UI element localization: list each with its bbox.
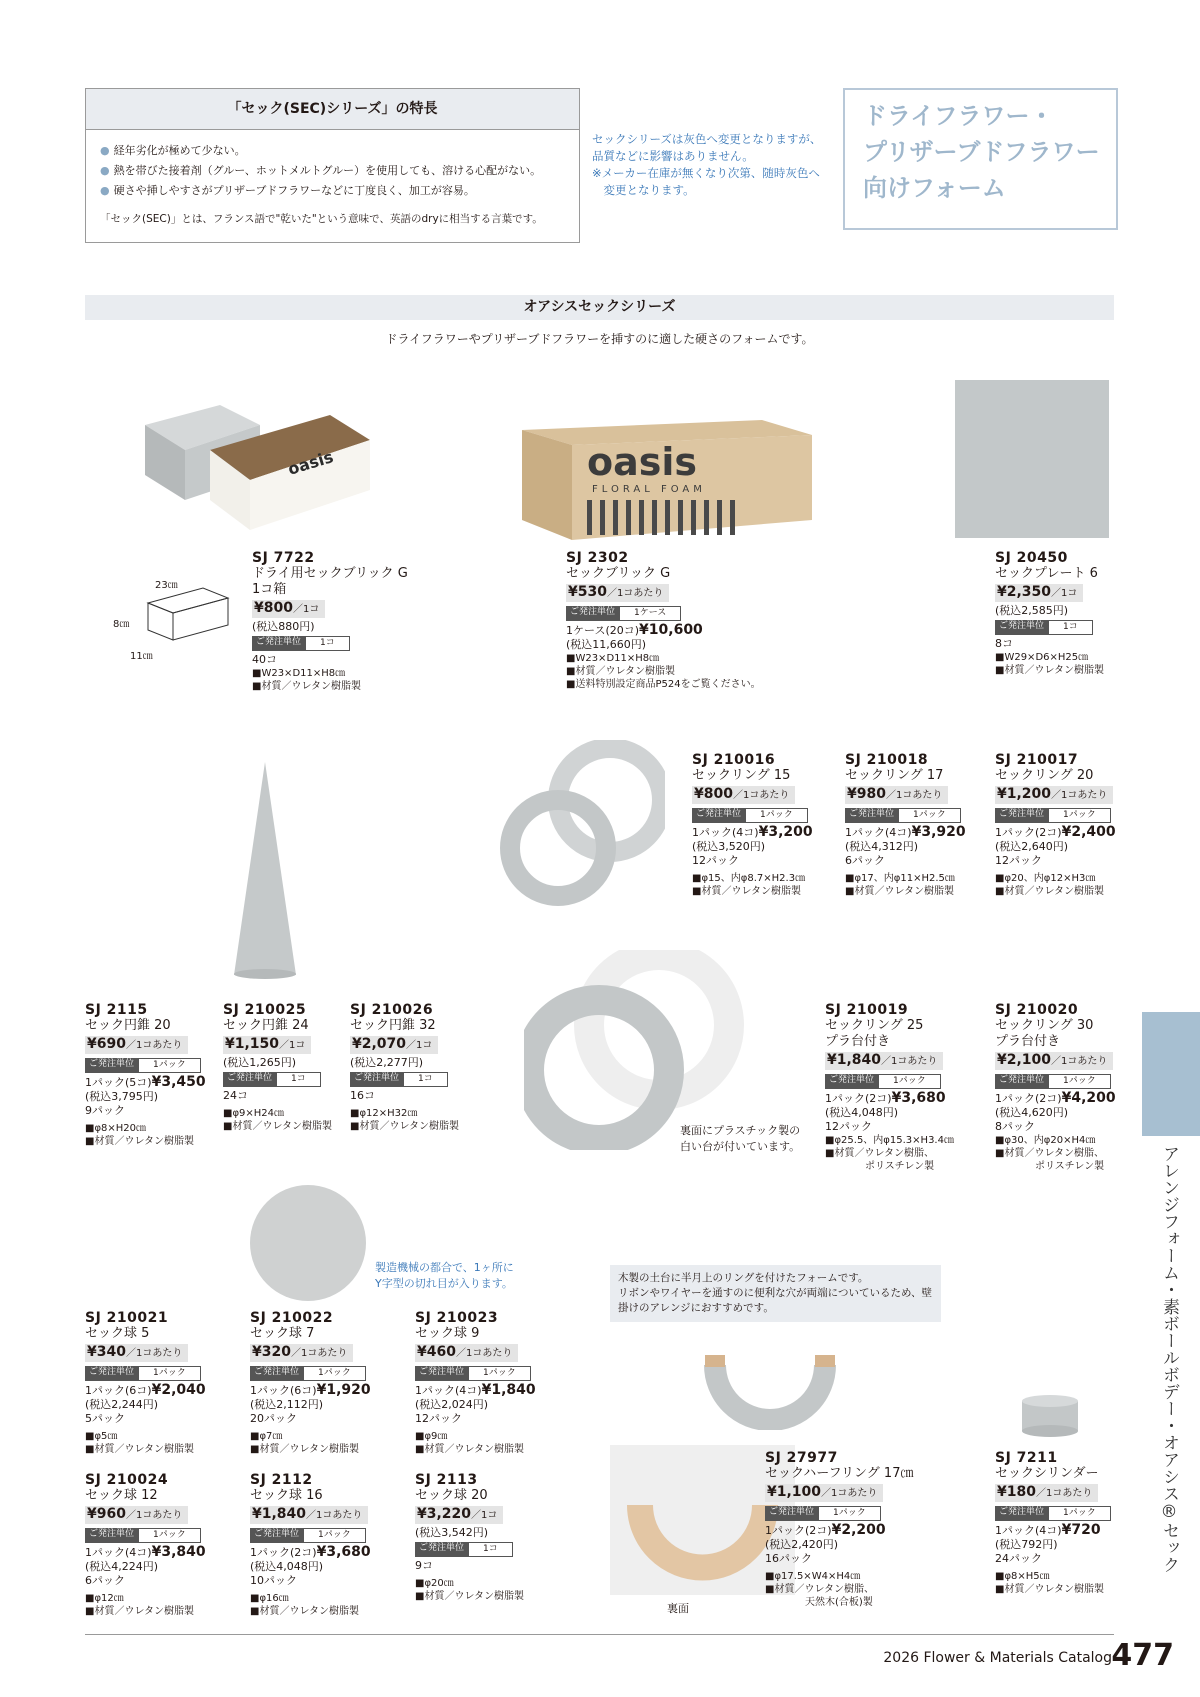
- case-qty: 40コ: [252, 653, 277, 666]
- order-unit: ご発注単位 1コ: [223, 1072, 332, 1087]
- product-price: ¥320／1コあたり: [250, 1344, 353, 1362]
- order-unit: ご発注単位 1パック: [825, 1074, 954, 1089]
- pack-price: 1パック(2コ)¥4,200: [995, 1090, 1116, 1106]
- pack-price: 1パック(6コ)¥2,040: [85, 1382, 206, 1398]
- rings-image: [500, 740, 665, 910]
- product-sj2115: [85, 1002, 206, 1148]
- pack-price: 1パック(4コ)¥1,840: [415, 1382, 536, 1398]
- order-unit: ご発注単位 1パック: [692, 808, 813, 823]
- product-price: ¥980／1コあたり: [845, 786, 948, 804]
- spec-line: ■材質／ウレタン樹脂製: [566, 666, 676, 677]
- product-sj20450: [995, 550, 1104, 677]
- spec-line: ■φ20、内φ12×H3㎝: [995, 873, 1096, 884]
- case-qty: 24コ: [223, 1089, 248, 1102]
- case-qty: 8パック: [995, 1120, 1035, 1133]
- product-code: SJ 7722: [252, 550, 315, 566]
- spec-line: ■φ17.5×W4×H4㎝: [765, 1571, 861, 1582]
- product-name: セック球 9: [415, 1326, 480, 1341]
- spec-line: ■材質／ウレタン樹脂製: [85, 1606, 195, 1617]
- product-code: SJ 210025: [223, 1002, 307, 1018]
- product-price: ¥2,070／1コ: [350, 1036, 438, 1054]
- spec-line: ■送料特別設定商品P524をご覧ください。: [566, 679, 761, 690]
- order-unit: ご発注単位 1パック: [995, 1074, 1116, 1089]
- spec-line: ■材質／ウレタン樹脂製: [250, 1606, 360, 1617]
- half-ring-note: 木製の土台に半月上のリングを付けたフォームです。 リボンやワイヤーを通すのに便利な穴が両端についているため、壁掛けのアレンジにおすすめです。: [610, 1265, 941, 1322]
- spec-line: ■φ15、内φ8.7×H2.3㎝: [692, 873, 806, 884]
- spec-line: 天然木(合板)製: [765, 1597, 873, 1608]
- cylinder-image: [1020, 1393, 1080, 1438]
- tax-price: (税込1,265円): [223, 1056, 297, 1069]
- order-unit: ご発注単位 1ケース: [566, 606, 761, 621]
- product-code: SJ 2112: [250, 1472, 313, 1488]
- case-qty: 12パック: [825, 1120, 872, 1133]
- product-code: SJ 7211: [995, 1450, 1058, 1466]
- box-logo: oasis: [285, 447, 336, 479]
- tax-price: (税込4,620円): [995, 1106, 1069, 1119]
- spec-line: ■φ16㎝: [250, 1593, 289, 1604]
- order-unit: ご発注単位 1パック: [250, 1366, 371, 1381]
- product-name: セックリング 20: [995, 768, 1094, 783]
- sphere-image: [250, 1185, 366, 1301]
- tax-price: (税込2,585円): [995, 604, 1069, 617]
- category-line: 向けフォーム: [863, 174, 1006, 202]
- spec-line: ■φ8×H20㎝: [85, 1123, 147, 1134]
- spec-line: ポリスチレン製: [995, 1161, 1105, 1172]
- product-name: セック球 20: [415, 1488, 488, 1503]
- product-name: セックリング 25: [825, 1018, 924, 1033]
- tax-price: (税込2,640円): [995, 840, 1069, 853]
- spec-line: ■W29×D6×H25㎝: [995, 652, 1089, 663]
- brick-with-box-image: [140, 395, 375, 545]
- pack-price: 1パック(5コ)¥3,450: [85, 1074, 206, 1090]
- product-sj210017: [995, 752, 1116, 898]
- features-note: 「セック(SEC)」とは、フランス語で"乾いた"という意味で、英語のdryに相当する言葉です。: [100, 213, 543, 225]
- features-box: [85, 88, 580, 243]
- order-unit: ご発注単位 1パック: [765, 1506, 913, 1521]
- product-sj210020: [995, 1002, 1116, 1173]
- case-qty: 10パック: [250, 1574, 297, 1587]
- pack-price: 1パック(2コ)¥3,680: [825, 1090, 946, 1106]
- spec-line: ■材質／ウレタン樹脂製: [995, 886, 1105, 897]
- product-code: SJ 2302: [566, 550, 629, 566]
- product-price: ¥340／1コあたり: [85, 1344, 188, 1362]
- product-code: SJ 210018: [845, 752, 929, 768]
- features-title: 「セック(SEC)シリーズ」の特長: [86, 89, 579, 130]
- case-qty: 6パック: [845, 854, 885, 867]
- spec-line: ■φ20㎝: [415, 1578, 454, 1589]
- product-name: セック円錐 20: [85, 1018, 171, 1033]
- dim-depth: 11㎝: [130, 651, 153, 662]
- product-price: ¥800／1コ: [252, 600, 325, 618]
- spec-line: ■φ7㎝: [250, 1431, 283, 1442]
- product-name: セック円錐 32: [350, 1018, 436, 1033]
- features-list: [100, 141, 541, 201]
- spec-line: ■φ12㎝: [85, 1593, 124, 1604]
- product-name: ドライ用セックブリック G: [252, 566, 408, 581]
- category-line: プリザーブドフラワー: [863, 138, 1100, 166]
- spec-line: ■材質／ウレタン樹脂、: [765, 1584, 875, 1595]
- spec-line: ■W23×D11×H8㎝: [566, 653, 660, 664]
- product-sj210019: [825, 1002, 954, 1173]
- spec-line: ■材質／ウレタン樹脂製: [692, 886, 802, 897]
- footer-rule: [85, 1634, 1114, 1635]
- catalog-footer: 2026 Flower & Materials Catalog: [883, 1650, 1112, 1666]
- pack-price: 1パック(6コ)¥1,920: [250, 1382, 371, 1398]
- product-code: SJ 2115: [85, 1002, 148, 1018]
- spec-line: ■材質／ウレタン樹脂製: [250, 1444, 360, 1455]
- feature-item: ● 硬さや挿しやすさがプリザーブドフラワーなどに丁度良く、加工が容易。: [100, 184, 475, 197]
- plastic-base-note: 裏面にプラスチック製の 白い台が付いています。: [680, 1124, 801, 1153]
- tax-price: (税込4,048円): [825, 1106, 899, 1119]
- product-name: セック円錐 24: [223, 1018, 309, 1033]
- order-unit: ご発注単位 1パック: [85, 1058, 206, 1073]
- spec-line: ポリスチレン製: [825, 1161, 935, 1172]
- product-sj210026: [350, 1002, 459, 1133]
- product-code: SJ 210017: [995, 752, 1079, 768]
- product-sj210024: [85, 1472, 206, 1618]
- pack-price: 1パック(4コ)¥3,840: [85, 1544, 206, 1560]
- pack-price: 1ケース(20コ)¥10,600: [566, 622, 703, 638]
- order-unit: ご発注単位 1コ: [415, 1542, 524, 1557]
- product-code: SJ 20450: [995, 550, 1068, 566]
- product-code: SJ 210020: [995, 1002, 1079, 1018]
- tax-price: (税込3,542円): [415, 1526, 489, 1539]
- tax-price: (税込4,312円): [845, 840, 919, 853]
- product-code: SJ 210022: [250, 1310, 334, 1326]
- tax-price: (税込880円): [252, 620, 315, 633]
- half-ring-image: [700, 1335, 840, 1430]
- product-sj2302: [566, 550, 761, 691]
- order-unit: ご発注単位 1コ: [252, 636, 408, 651]
- product-sj2112: [250, 1472, 371, 1618]
- plate-image: [955, 380, 1109, 538]
- category-box: [843, 88, 1118, 230]
- spec-line: ■φ17、内φ11×H2.5㎝: [845, 873, 955, 884]
- product-sj27977: [765, 1450, 913, 1609]
- product-name: セックプレート 6: [995, 566, 1098, 581]
- product-price: ¥3,220／1コ: [415, 1506, 503, 1524]
- case-qty: 9パック: [85, 1104, 125, 1117]
- tax-price: (税込4,224円): [85, 1560, 159, 1573]
- spec-line: ■φ9×H24㎝: [223, 1108, 285, 1119]
- product-code: SJ 210024: [85, 1472, 169, 1488]
- product-sj2113: [415, 1472, 524, 1603]
- case-qty: 12パック: [415, 1412, 462, 1425]
- product-price: ¥1,840／1コあたり: [250, 1506, 368, 1524]
- product-name: プラ台付き: [825, 1034, 891, 1049]
- product-code: SJ 210023: [415, 1310, 499, 1326]
- tax-price: (税込3,520円): [692, 840, 766, 853]
- product-code: SJ 210021: [85, 1310, 169, 1326]
- product-price: ¥2,350／1コ: [995, 584, 1083, 602]
- product-name: セック球 5: [85, 1326, 150, 1341]
- product-code: SJ 210019: [825, 1002, 909, 1018]
- order-unit: ご発注単位 1パック: [85, 1528, 206, 1543]
- spec-line: ■φ30、内φ20×H4㎝: [995, 1135, 1096, 1146]
- dim-height: 8㎝: [113, 619, 130, 630]
- product-price: ¥2,100／1コあたり: [995, 1052, 1113, 1070]
- case-qty: 20パック: [250, 1412, 297, 1425]
- page-number: 477: [1111, 1638, 1174, 1673]
- tax-price: (税込2,024円): [415, 1398, 489, 1411]
- order-unit: ご発注単位 1パック: [415, 1366, 536, 1381]
- product-sj210023: [415, 1310, 536, 1456]
- product-name: セック球 16: [250, 1488, 323, 1503]
- order-unit: ご発注単位 1パック: [995, 1506, 1111, 1521]
- product-sj7722: [252, 550, 408, 693]
- category-line: ドライフラワー・: [863, 102, 1054, 130]
- case-qty: 8コ: [995, 637, 1013, 650]
- product-price: ¥960／1コあたり: [85, 1506, 188, 1524]
- spec-line: ■φ9㎝: [415, 1431, 448, 1442]
- pack-price: 1パック(2コ)¥2,400: [995, 824, 1116, 840]
- order-unit: ご発注単位 1コ: [350, 1072, 459, 1087]
- feature-item: ● 熱を帯びた接着剤（グルー、ホットメルトグルー）を使用しても、溶ける心配がない。: [100, 164, 542, 177]
- spec-line: ■φ25.5、内φ15.3×H3.4㎝: [825, 1135, 954, 1146]
- tax-price: (税込2,420円): [765, 1538, 839, 1551]
- spec-line: ■φ12×H32㎝: [350, 1108, 418, 1119]
- product-code: SJ 210026: [350, 1002, 434, 1018]
- series-title: オアシスセックシリーズ: [85, 295, 1114, 320]
- product-code: SJ 2113: [415, 1472, 478, 1488]
- case-qty: 12パック: [995, 854, 1042, 867]
- product-sj210022: [250, 1310, 371, 1456]
- tax-price: (税込2,112円): [250, 1398, 324, 1411]
- pack-price: 1パック(2コ)¥2,200: [765, 1522, 886, 1538]
- color-change-note: セックシリーズは灰色へ変更となりますが、 品質などに影響はありません。 ※メーカー在庫が無くなり次第、随時灰色へ 変更となります。: [592, 132, 822, 197]
- ring-with-base-image: [524, 950, 744, 1150]
- product-price: ¥800／1コあたり: [692, 786, 795, 804]
- order-unit: ご発注単位 1パック: [995, 808, 1116, 823]
- sphere-cut-note: 製造機械の都合で、1ヶ所に Y字型の切れ目が入ります。: [375, 1261, 514, 1290]
- product-price: ¥460／1コあたり: [415, 1344, 518, 1362]
- back-label: 裏面: [667, 1602, 689, 1615]
- product-price: ¥1,200／1コあたり: [995, 786, 1113, 804]
- pack-price: 1パック(2コ)¥3,680: [250, 1544, 371, 1560]
- dim-width: 23㎝: [155, 580, 178, 591]
- product-price: ¥180／1コあたり: [995, 1484, 1098, 1502]
- order-unit: ご発注単位 1パック: [85, 1366, 206, 1381]
- product-price: ¥530／1コあたり: [566, 584, 669, 602]
- product-name: セックリング 17: [845, 768, 944, 783]
- product-sj210021: [85, 1310, 206, 1456]
- spec-line: ■材質／ウレタン樹脂製: [415, 1591, 525, 1602]
- product-name: セックリング 15: [692, 768, 791, 783]
- product-name: プラ台付き: [995, 1034, 1061, 1049]
- order-unit: ご発注単位 1パック: [250, 1528, 371, 1543]
- product-name: セックブリック G: [566, 566, 671, 581]
- case-logo: oasis: [587, 440, 698, 484]
- cardboard-case-image: [522, 420, 814, 542]
- spec-line: ■材質／ウレタン樹脂、: [995, 1148, 1105, 1159]
- spec-line: ■材質／ウレタン樹脂製: [350, 1121, 460, 1132]
- order-unit: ご発注単位 1コ: [995, 620, 1104, 635]
- product-code: SJ 210016: [692, 752, 776, 768]
- tax-price: (税込2,277円): [350, 1056, 424, 1069]
- product-code: SJ 27977: [765, 1450, 838, 1466]
- case-qty: 6パック: [85, 1574, 125, 1587]
- tax-price: (税込2,244円): [85, 1398, 159, 1411]
- case-qty: 5パック: [85, 1412, 125, 1425]
- product-name: セックハーフリング 17㎝: [765, 1466, 914, 1481]
- product-sj210025: [223, 1002, 332, 1133]
- product-price: ¥690／1コあたり: [85, 1036, 188, 1054]
- spec-line: ■材質／ウレタン樹脂、: [825, 1148, 935, 1159]
- spec-line: ■材質／ウレタン樹脂製: [252, 681, 362, 692]
- case-qty: 9コ: [415, 1559, 433, 1572]
- tax-price: (税込4,048円): [250, 1560, 324, 1573]
- section-label: アレンジフォーム・素ボールボデー・オアシス®セック: [1159, 1145, 1179, 1573]
- spec-line: ■W23×D11×H8㎝: [252, 668, 346, 679]
- spec-line: ■材質／ウレタン樹脂製: [415, 1444, 525, 1455]
- cone-image: [230, 760, 310, 980]
- case-qty: 16コ: [350, 1089, 375, 1102]
- product-name: 1コ箱: [252, 582, 287, 597]
- section-tab: [1142, 1012, 1200, 1136]
- pack-price: 1パック(4コ)¥720: [995, 1522, 1101, 1538]
- order-unit: ご発注単位 1パック: [845, 808, 966, 823]
- product-price: ¥1,150／1コ: [223, 1036, 311, 1054]
- case-logo-sub: FLORAL FOAM: [592, 484, 706, 495]
- product-name: セック球 7: [250, 1326, 315, 1341]
- series-subtitle: ドライフラワーやプリザーブドフラワーを挿すのに適した硬さのフォームです。: [385, 332, 814, 346]
- spec-line: ■材質／ウレタン樹脂製: [845, 886, 955, 897]
- tax-price: (税込11,660円): [566, 638, 647, 651]
- case-qty: 12パック: [692, 854, 739, 867]
- product-name: セック球 12: [85, 1488, 158, 1503]
- tax-price: (税込792円): [995, 1538, 1058, 1551]
- spec-line: ■φ8×H5㎝: [995, 1571, 1050, 1582]
- spec-line: ■材質／ウレタン樹脂製: [223, 1121, 333, 1132]
- pack-price: 1パック(4コ)¥3,920: [845, 824, 966, 840]
- feature-item: ● 経年劣化が極めて少ない。: [100, 144, 246, 157]
- pack-price: 1パック(4コ)¥3,200: [692, 824, 813, 840]
- spec-line: ■φ5㎝: [85, 1431, 118, 1442]
- product-price: ¥1,840／1コあたり: [825, 1052, 943, 1070]
- product-sj210018: [845, 752, 966, 898]
- product-name: セックシリンダー: [995, 1466, 1099, 1481]
- spec-line: ■材質／ウレタン樹脂製: [995, 1584, 1105, 1595]
- tax-price: (税込3,795円): [85, 1090, 159, 1103]
- case-qty: 24パック: [995, 1552, 1042, 1565]
- product-name: セックリング 30: [995, 1018, 1094, 1033]
- spec-line: ■材質／ウレタン樹脂製: [85, 1136, 195, 1147]
- product-sj210016: [692, 752, 813, 898]
- spec-line: ■材質／ウレタン樹脂製: [85, 1444, 195, 1455]
- spec-line: ■材質／ウレタン樹脂製: [995, 665, 1105, 676]
- product-sj7211: [995, 1450, 1111, 1596]
- case-qty: 16パック: [765, 1552, 812, 1565]
- product-price: ¥1,100／1コあたり: [765, 1484, 883, 1502]
